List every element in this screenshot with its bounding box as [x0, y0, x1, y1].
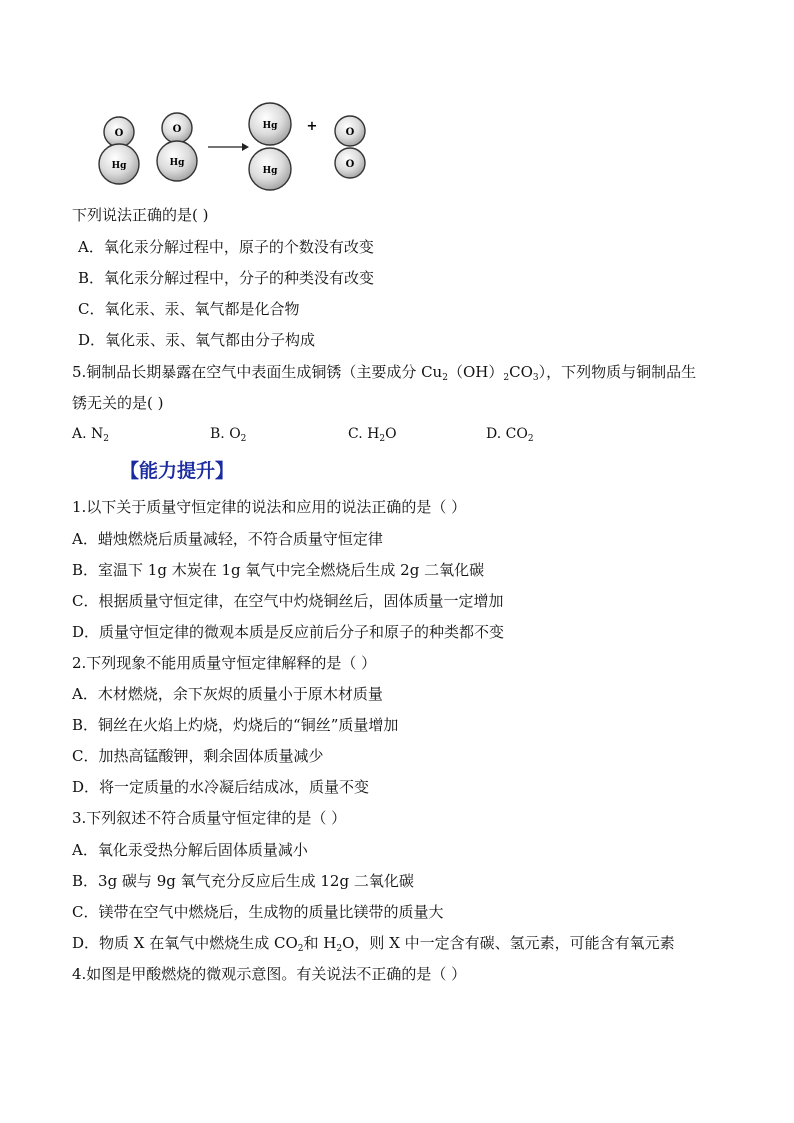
q2-option-c: C．加热高锰酸钾，剩余固体质量减少	[72, 747, 324, 765]
option-c: C．氧化汞、汞、氧气都是化合物	[78, 300, 300, 318]
question-5-stem: 5.铜制品长期暴露在空气中表面生成铜锈（主要成分 $Cu_2(OH)_2CO_3$），下列物质与铜制品生	[72, 363, 697, 383]
mercury-atoms	[249, 103, 291, 190]
q5-option-d: D. $CO_2$	[486, 426, 534, 444]
atom-label: O	[345, 159, 355, 170]
atom-label: O	[172, 124, 182, 135]
q3-option-c: C．镁带在空气中燃烧后，生成物的质量比镁带的质量大	[72, 903, 444, 921]
question-1-stem: 1.以下关于质量守恒定律的说法和应用的说法正确的是（ ）	[72, 498, 467, 516]
q2-option-a: A．木材燃烧，余下灰烬的质量小于原木材质量	[72, 685, 383, 703]
atom-label: O	[345, 127, 355, 138]
reaction-arrow-icon	[208, 143, 249, 151]
q1-option-d: D．质量守恒定律的微观本质是反应前后分子和原子的种类都不变	[72, 623, 505, 641]
question-5-stem-cont: 锈无关的是( )	[72, 394, 164, 412]
hgo-molecule-1	[99, 117, 139, 184]
q5-option-a: A. $N_2$	[72, 426, 109, 444]
q3-option-a: A．氧化汞受热分解后固体质量减小	[72, 841, 308, 859]
hgo-decomposition-diagram	[96, 100, 386, 200]
q1-option-a: A．蜡烛燃烧后质量减轻，不符合质量守恒定律	[72, 530, 383, 548]
q5-option-c: C. $H_2O$	[348, 426, 397, 444]
option-a: A．氧化汞分解过程中，原子的个数没有改变	[78, 238, 374, 256]
q1-option-b: B．室温下 1g 木炭在 1g 氧气中完全燃烧后生成 2g 二氧化碳	[72, 561, 485, 579]
question-stem: 下列说法正确的是( )	[72, 206, 209, 224]
q2-option-d: D．将一定质量的水冷凝后结成冰，质量不变	[72, 778, 370, 796]
oxygen-molecule	[335, 116, 365, 178]
question-4-stem: 4.如图是甲酸燃烧的微观示意图。有关说法不正确的是（ ）	[72, 965, 467, 983]
q3-option-b: B．3g 碳与 9g 氧气充分反应后生成 12g 二氧化碳	[72, 872, 414, 890]
atom-label: O	[114, 128, 124, 139]
q1-option-c: C．根据质量守恒定律，在空气中灼烧铜丝后，固体质量一定增加	[72, 592, 504, 610]
question-3-stem: 3.下列叙述不符合质量守恒定律的是（ ）	[72, 809, 347, 827]
atom-label: Hg	[111, 161, 127, 171]
hgo-molecule-2	[157, 113, 197, 181]
q3-option-d: D．物质 X 在氧气中燃烧生成 $CO_2$和 $H_2O$，则 X 中一定含有碳、氢元素，可能含有氧元素	[72, 934, 675, 954]
q2-option-b: B．铜丝在火焰上灼烧，灼烧后的“铜丝”质量增加	[72, 716, 399, 734]
option-b: B．氧化汞分解过程中，分子的种类没有改变	[78, 269, 375, 287]
q5-option-b: B. $O_2$	[210, 426, 247, 444]
section-title: 【能力提升】	[120, 460, 235, 482]
option-d: D．氧化汞、汞、氧气都由分子构成	[78, 331, 316, 349]
atom-label: Hg	[262, 121, 278, 131]
atom-label: Hg	[169, 158, 185, 168]
question-2-stem: 2.下列现象不能用质量守恒定律解释的是（ ）	[72, 654, 377, 672]
atom-label: Hg	[262, 166, 278, 176]
plus-sign: +	[306, 119, 318, 134]
